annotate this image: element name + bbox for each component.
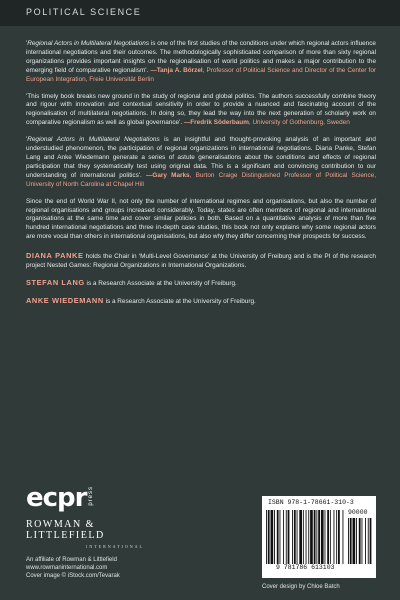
reviewer-name: —Fredrik Söderbaum bbox=[183, 119, 249, 127]
back-cover-text bbox=[26, 40, 376, 315]
ecpr-wordmark: ecpr bbox=[26, 483, 87, 513]
reviewer-name: —Gary Marks bbox=[145, 171, 190, 179]
press-label: press bbox=[88, 486, 95, 506]
author-bio bbox=[26, 297, 376, 307]
book-title: Regional Actors in Multilateral Negotiations bbox=[27, 40, 150, 47]
author-name: STEFAN LANG bbox=[26, 277, 85, 287]
author-bio bbox=[26, 252, 376, 271]
rowman-line: ROWMAN & bbox=[26, 519, 95, 530]
book-title: Regional Actors in Multilateral Negotiations bbox=[27, 136, 160, 144]
book-description: Since the end of World War II, not only the number of international regimes and organisations, but also the number of regional organisations and groups increased considerably. Today, states are often members of regional and international organisations at the same time and cover similar policies in both. Based on a quantitative analysis of more than five hundred international negotiations and three in-depth case studies, this book not only explains why some regional actors are more vocal than others in international organisations, but also why they differ concerning their prospects for success. bbox=[26, 197, 376, 241]
quote-text: is an insightful and thought-provoking analysis of an important and understudied phenomenon, the participation of regional organizations in international negotiations. Diana Panke, Stefan Lang and Anke Wiedemann generate a series of astute generalisations about the conditions and effects of regional participation that they systematically test using original data. This is a significant and convincing contribution to our understanding of international politics'. bbox=[26, 136, 376, 179]
isbn-barcode bbox=[262, 496, 376, 578]
quote-text: 'This timely book breaks new ground in the study of regional and global politics. The authors successfully combine theory and rigour with innovation and contextual sensitivity in order to provide a nuanced and fascinating account of the regionalisation of multilateral negotiations. In doing so, they lead the way into the next generation of scholarly work on comparative regionalism as well as global governance'. bbox=[26, 92, 376, 127]
category-bar bbox=[0, 0, 400, 26]
price-code: 90000 bbox=[348, 509, 368, 516]
category-label: POLITICAL SCIENCE bbox=[26, 7, 142, 17]
author-bio-text: holds the Chair in ‘Multi-Level Governance’ at the University of Freiburg and is the PI of the research project Nested Games: Regional Organizations in International Organizations. bbox=[26, 253, 376, 270]
review-quote: 'Regional Actors in Multilateral Negotiations is an insightful and thought-provoking analysis of an important and understudied phenomenon, the participation of regional organizations in international negotiations. Diana Panke, Stefan Lang and Anke Wiedemann generate a series of astute generalisations about the conditions and effects of regional participation that they systematically test using original data. This is a significant and convincing contribution to our understanding of international politics'. —Gary Marks, Burton Craige Distinguished Professor of Political Science, University of North Carolina at Chapel Hill bbox=[26, 136, 377, 188]
barcode-digits: 9 781786 613103 bbox=[276, 564, 335, 571]
affiliate-text: An affiliate of Rowman & Littlefield bbox=[26, 557, 117, 563]
review-quote bbox=[26, 93, 376, 129]
cover-image-credit: Cover image © iStock.com/Tevarak bbox=[26, 573, 120, 579]
author-bio-text: is a Research Associate at the University of Freiburg. bbox=[84, 279, 237, 287]
cover-design-credit: Cover design by Chloe Batch bbox=[262, 584, 340, 590]
author-name: DIANA PANKE bbox=[26, 251, 84, 261]
reviewer-affiliation: , Professor of Political Science and Director of the Center for European Integration, Freie Universität Berlin bbox=[26, 66, 376, 83]
publisher-block bbox=[26, 485, 186, 580]
ecpr-logo bbox=[26, 485, 186, 511]
author-bio bbox=[26, 279, 376, 289]
quote-text: is one of the first studies of the conditions under which regional actors influence international negotiations and their outcomes. The methodologically sophisticated comparison of more than sixty regional organizations provides important insights on the regionalisation of world politics and makes a major contribution to the emerging field of comparative regionalism'. bbox=[26, 40, 376, 74]
littlefield-line: LITTLEFIELD bbox=[26, 530, 105, 541]
author-bio-text: is a Research Associate at the University of Freiburg. bbox=[103, 297, 256, 305]
author-name: ANKE WIEDEMANN bbox=[26, 295, 104, 305]
barcode-icon bbox=[266, 510, 344, 564]
isbn-number: ISBN 978-1-78661-310-3 bbox=[268, 499, 354, 506]
price-barcode-icon bbox=[348, 518, 372, 564]
rowman-littlefield-logo bbox=[26, 519, 186, 552]
reviewer-affiliation: , University of Gothenburg, Sweden bbox=[248, 119, 350, 127]
review-quote: 'Regional Actors in Multilateral Negotiations is one of the first studies of the conditions under which regional actors influence international negotiations and their outcomes. The methodologically sophisticated comparison of more than sixty regional organizations provides important insights on the regionalisation of world politics and makes a major contribution to the emerging field of comparative regionalism'. —Tanja A. Börzel, Professor of Political Science and Director of the Center for European Integration, Freie Universität Berlin bbox=[26, 40, 376, 83]
publisher-website: www.rowmaninternational.com bbox=[26, 565, 108, 571]
reviewer-affiliation: , Burton Craige Distinguished Professor of Political Science, University of North Carolina at Chapel Hill bbox=[26, 171, 377, 188]
international-line: INTERNATIONAL bbox=[86, 544, 144, 549]
reviewer-name: —Tanja A. Börzel bbox=[150, 66, 203, 74]
